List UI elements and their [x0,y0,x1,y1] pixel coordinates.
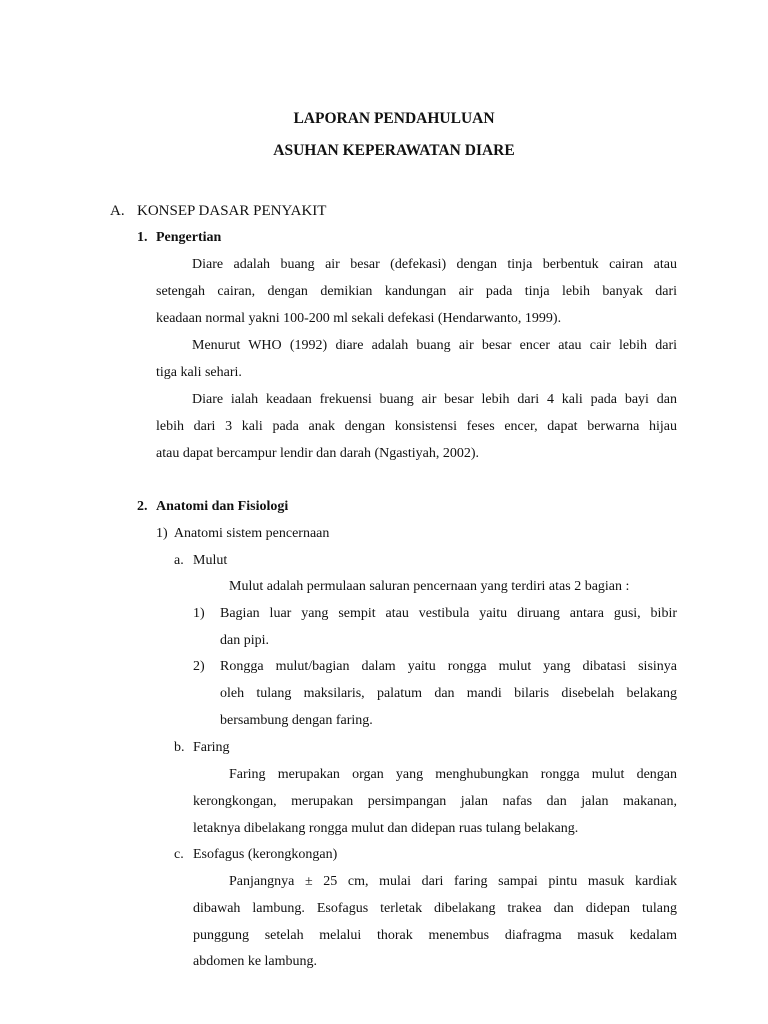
esofagus-line: punggung setelah melalui thorak menembus diafragma masuk kedalam [193,928,677,943]
item-1-anatomi: 1) Anatomi sistem pencernaan [156,526,330,541]
esofagus-line: abdomen ke lambung. [193,954,318,969]
item-a-title: Mulut [193,553,228,568]
faring-line: kerongkongan, merupakan persimpangan jalan nafas dan jalan makanan, [193,794,677,809]
item-a-marker: a. [174,553,184,568]
paragraph-line: Diare adalah buang air besar (defekasi) dengan tinja berbentuk cairan atau [192,257,677,272]
subsection-2-title: Anatomi dan Fisiologi [156,499,289,514]
paragraph-line: lebih dari 3 kali pada anak dengan konsistensi feses encer, dapat berwarna hijau [156,419,677,434]
mulut-list-line: oleh tulang maksilaris, palatum dan mandi bilaris disebelah belakang [220,686,677,701]
faring-line: Faring merupakan organ yang menghubungkan rongga mulut dengan [229,767,677,782]
paragraph-line: atau dapat bercampur lendir dan darah (Ngastiyah, 2002). [156,446,480,461]
title-line-1: LAPORAN PENDAHULUAN [293,110,495,127]
subsection-2-marker: 2. [137,499,148,514]
item-b-marker: b. [174,740,185,755]
item-b-title: Faring [193,740,230,755]
paragraph-line: tiga kali sehari. [156,365,242,380]
subsection-1-marker: 1. [137,230,148,245]
paragraph-line: keadaan normal yakni 100-200 ml sekali defekasi (Hendarwanto, 1999). [156,311,562,326]
title-line-2: ASUHAN KEPERAWATAN DIARE [273,142,515,159]
esofagus-line: dibawah lambung. Esofagus terletak dibelakang trakea dan didepan tulang [193,901,677,916]
mulut-list-marker: 2) [193,659,205,674]
faring-line: letaknya dibelakang rongga mulut dan didepan ruas tulang belakang. [193,821,579,836]
mulut-intro: Mulut adalah permulaan saluran pencernaan yang terdiri atas 2 bagian : [229,579,630,594]
esofagus-line: Panjangnya ± 25 cm, mulai dari faring sampai pintu masuk kardiak [229,874,677,889]
mulut-list-line: bersambung dengan faring. [220,713,373,728]
mulut-list-line: Rongga mulut/bagian dalam yaitu rongga mulut yang dibatasi sisinya [220,659,677,674]
paragraph-line: Diare ialah keadaan frekuensi buang air besar lebih dari 4 kali pada bayi dan [192,392,677,407]
section-a-title: KONSEP DASAR PENYAKIT [137,203,327,219]
mulut-list-line: Bagian luar yang sempit atau vestibula yaitu diruang antara gusi, bibir [220,606,677,621]
mulut-list-line: dan pipi. [220,633,269,648]
item-c-title: Esofagus (kerongkongan) [193,847,338,862]
paragraph-line: setengah cairan, dengan demikian kandungan air pada tinja lebih banyak dari [156,284,677,299]
subsection-1-title: Pengertian [156,230,222,245]
section-a-marker: A. [110,203,125,219]
item-c-marker: c. [174,847,184,862]
paragraph-line: Menurut WHO (1992) diare adalah buang air besar encer atau cair lebih dari [192,338,677,353]
mulut-list-marker: 1) [193,606,205,621]
